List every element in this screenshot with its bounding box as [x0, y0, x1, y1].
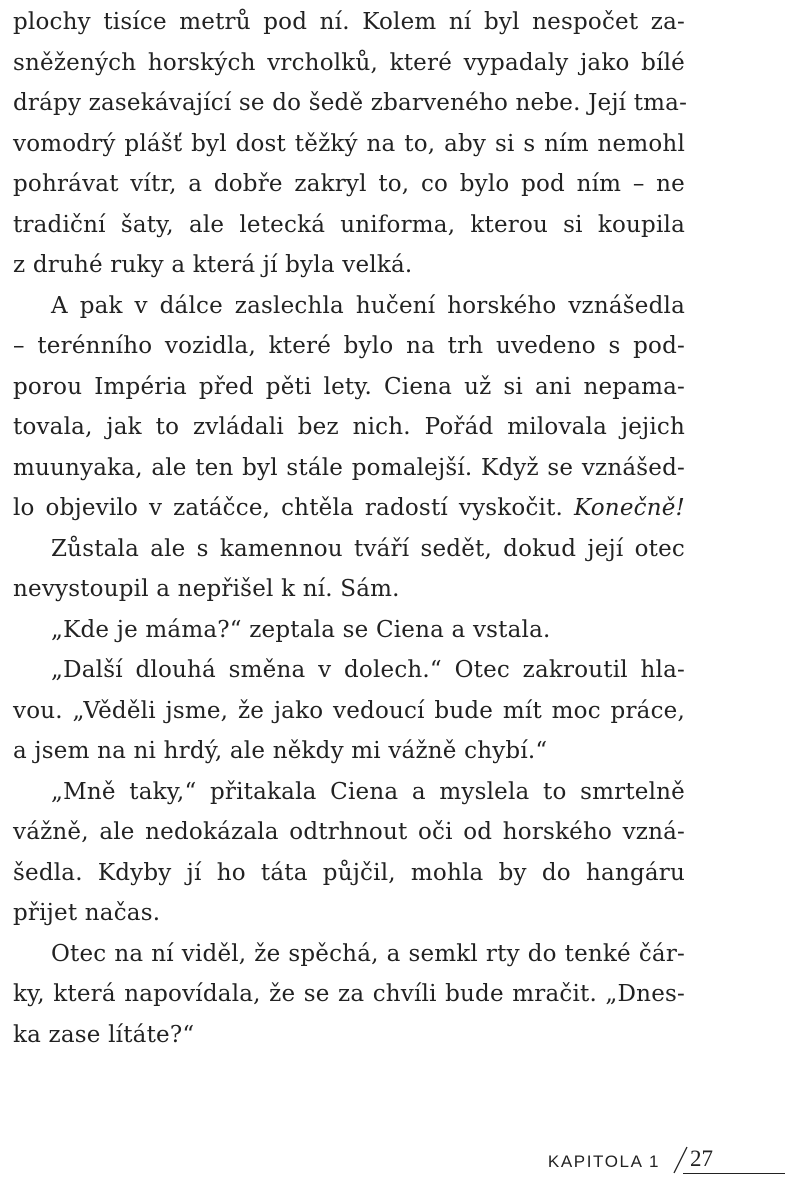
text-line	[13, 488, 685, 529]
text-line: – terénního vozidla, které bylo na trh uvedeno s pod-	[13, 333, 685, 359]
text-line: porou Impéria před pěti lety. Ciena už si ani nepama-	[13, 373, 685, 400]
text-line: „Mně taky,“ přitakala Ciena a myslela to smrtelně	[51, 778, 685, 805]
text-line: „Další dlouhá směna v dolech.“ Otec zakroutil hla-	[51, 657, 685, 683]
text-line: „Kde je máma?“ zeptala se Ciena a vstala.	[51, 616, 551, 643]
italic-emphasis: Konečně!	[574, 495, 685, 521]
page-footer	[0, 1146, 785, 1176]
text-line: A pak v dálce zaslechla hučení horského vznášedla	[51, 292, 685, 319]
text-line: Otec na ní viděl, že spěchá, a semkl rty do tenké čár-	[51, 940, 685, 967]
text-line: přijet načas.	[13, 900, 161, 926]
text-line: sněžených horských vrcholků, které vypadaly jako bílé	[13, 49, 685, 76]
text-line: tradiční šaty, ale letecká uniforma, kterou si koupila	[13, 211, 685, 238]
text-line: šedla. Kdyby jí ho táta půjčil, mohla by do hangáru	[13, 859, 685, 886]
text-segment: lo objevilo v zatáčce, chtěla radostí vyskočit.	[13, 495, 564, 521]
text-line: vomodrý plášť byl dost těžký na to, aby si s ním nemohl	[13, 130, 685, 157]
footer-rule	[683, 1173, 785, 1174]
page-number: 27	[690, 1146, 713, 1171]
text-line: pohrávat vítr, a dobře zakryl to, co bylo pod ním – ne	[13, 171, 685, 197]
text-line: Zůstala ale s kamennou tváří sedět, dokud její otec	[51, 535, 685, 562]
body-text	[13, 2, 688, 1055]
text-line: ky, která napovídala, že se za chvíli bude mračit. „Dnes-	[13, 981, 685, 1007]
text-line: tovala, jak to zvládali bez nich. Pořád milovala jejich	[13, 414, 685, 440]
text-line: z druhé ruky a která jí byla velká.	[13, 252, 413, 278]
text-line: plochy tisíce metrů pod ní. Kolem ní byl nespočet za-	[13, 9, 685, 35]
text-line: muunyaka, ale ten byl stále pomalejší. Když se vznášed-	[13, 454, 685, 481]
text-line: vou. „Věděli jsme, že jako vedoucí bude mít moc práce,	[13, 697, 685, 724]
slash-divider-icon	[672, 1146, 688, 1174]
text-line: vážně, ale nedokázala odtrhnout oči od horského vzná-	[13, 819, 685, 845]
text-line: drápy zasekávající se do šedě zbarveného nebe. Její tma-	[13, 90, 688, 116]
chapter-label: KAPITOLA 1	[547, 1152, 660, 1171]
text-line: a jsem na ni hrdý, ale někdy mi vážně chybí.“	[13, 738, 548, 764]
text-line: nevystoupil a nepřišel k ní. Sám.	[13, 576, 400, 602]
text-line: ka zase lítáte?“	[13, 1021, 195, 1048]
